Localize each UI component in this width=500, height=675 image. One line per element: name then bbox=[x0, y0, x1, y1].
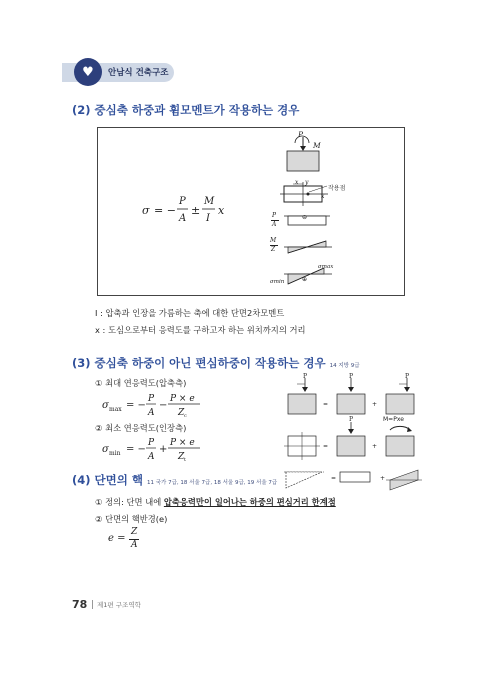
core-radius-lhs: e = bbox=[108, 533, 126, 544]
svg-text:M: M bbox=[204, 196, 215, 207]
svg-text:P: P bbox=[179, 196, 186, 207]
core-radius-denominator: A bbox=[131, 540, 138, 550]
bending-stress-diagram bbox=[284, 235, 334, 257]
leader-line bbox=[309, 184, 329, 194]
moment-M-label: M bbox=[313, 141, 321, 150]
axial-stress-diagram bbox=[284, 213, 334, 229]
ratio-PA-numerator: P bbox=[272, 212, 277, 219]
ecc-load-P-label-2: P bbox=[405, 373, 410, 380]
ratio-PA-denominator: A bbox=[272, 221, 277, 228]
svg-text:Z: Z bbox=[178, 408, 185, 418]
definition-I: I : 압축과 인장을 가름하는 축에 대한 단면2차모멘트 bbox=[95, 308, 285, 318]
part-label: 제1편 구조역학 bbox=[97, 601, 141, 609]
definition-x: x : 도심으로부터 응력도를 구하고자 하는 위치까지의 거리 bbox=[95, 325, 306, 335]
svg-text:= −: = − bbox=[126, 400, 146, 411]
section-2-title: (2) 중심축 하중과 휨모멘트가 작용하는 경우 bbox=[72, 103, 300, 117]
svg-text:σ: σ bbox=[102, 400, 109, 411]
svg-text:P: P bbox=[148, 394, 155, 404]
moment-Pxe-label: M=Pxe bbox=[383, 416, 404, 423]
axis-x-label-top: x bbox=[295, 179, 299, 186]
section-3-title-text: (3) 중심축 하중이 아닌 편심하중이 작용하는 경우 bbox=[72, 356, 326, 370]
footer-divider bbox=[92, 600, 93, 609]
svg-text:Z: Z bbox=[178, 452, 185, 462]
equals-sign-1: = bbox=[323, 401, 329, 408]
action-point-label: 작용점 bbox=[328, 185, 346, 192]
combined-stress-formula bbox=[140, 190, 250, 230]
svg-text:= −: = − bbox=[154, 204, 176, 217]
sigma-min-label: σmin bbox=[270, 279, 285, 285]
svg-text:σ: σ bbox=[142, 204, 150, 217]
core-equals-sign: = bbox=[331, 475, 337, 482]
axial-load-P-label-2: P bbox=[349, 416, 354, 423]
section-4-exam-note: 11 국가 7급, 18 서울 7급, 18 서울 9급, 19 서울 7급 bbox=[146, 480, 278, 486]
definition-underlined: 압축응력만이 일어나는 하중의 편심거리 한계점 bbox=[163, 497, 336, 507]
core-plus-sign: + bbox=[380, 475, 386, 482]
svg-text:A: A bbox=[179, 213, 187, 224]
section-4-item-1 bbox=[95, 496, 336, 508]
sigma-max-label: σmax bbox=[318, 264, 334, 270]
svg-text:c: c bbox=[184, 413, 187, 419]
ratio-MZ-numerator: M bbox=[270, 237, 277, 244]
book-title: 안남식 건축구조 bbox=[108, 68, 169, 78]
svg-text:P × e: P × e bbox=[170, 438, 195, 448]
section-3-title bbox=[72, 355, 360, 371]
section-4-title-text: (4) 단면의 핵 bbox=[72, 473, 143, 487]
section-4-title bbox=[72, 472, 277, 488]
section-3-exam-note: 14 지방 9급 bbox=[329, 363, 360, 369]
svg-text:±: ± bbox=[191, 204, 201, 217]
section-3-item-1: ① 최대 연응력도(압축측) bbox=[95, 378, 187, 388]
svg-text:−: − bbox=[159, 400, 168, 411]
page-number: 78 bbox=[72, 598, 88, 611]
ratio-MZ-denominator: Z bbox=[271, 246, 276, 253]
svg-text:σ: σ bbox=[102, 444, 109, 455]
ecc-load-P-label: P bbox=[303, 373, 308, 380]
svg-text:max: max bbox=[109, 406, 122, 413]
minus-symbol: ⊖ bbox=[302, 214, 308, 221]
svg-text:min: min bbox=[109, 450, 121, 457]
svg-text:+: + bbox=[159, 444, 168, 455]
svg-text:P: P bbox=[148, 438, 155, 448]
axis-x-label: x bbox=[321, 193, 325, 200]
core-stress-diagram bbox=[282, 468, 422, 492]
member-with-load-diagram bbox=[275, 131, 335, 173]
svg-text:A: A bbox=[148, 452, 155, 462]
min-stress-formula bbox=[100, 434, 220, 464]
axis-y-label: y bbox=[305, 179, 309, 186]
plus-sign-1: + bbox=[372, 401, 378, 408]
svg-text:= −: = − bbox=[126, 444, 146, 455]
section-3-item-2: ② 최소 연응력도(인장측) bbox=[95, 423, 187, 433]
equals-sign-2: = bbox=[323, 443, 329, 450]
definition-prefix: ① 정의: 단면 내에 bbox=[95, 497, 164, 507]
book-logo-icon: ♥ bbox=[74, 58, 102, 86]
svg-text:x: x bbox=[218, 204, 225, 217]
plus-sign-2: + bbox=[372, 443, 378, 450]
svg-text:P × e: P × e bbox=[170, 394, 195, 404]
svg-text:I: I bbox=[206, 213, 210, 224]
axial-load-P-label: P bbox=[349, 373, 354, 380]
svg-text:A: A bbox=[148, 408, 155, 418]
plus-symbol: ⊕ bbox=[302, 276, 308, 283]
svg-text:t: t bbox=[184, 457, 187, 463]
section-4-item-2: ② 단면의 핵반경(e) bbox=[95, 514, 168, 524]
load-P-label: P bbox=[298, 130, 304, 139]
core-radius-numerator: Z bbox=[131, 527, 138, 537]
max-stress-formula bbox=[100, 390, 220, 420]
